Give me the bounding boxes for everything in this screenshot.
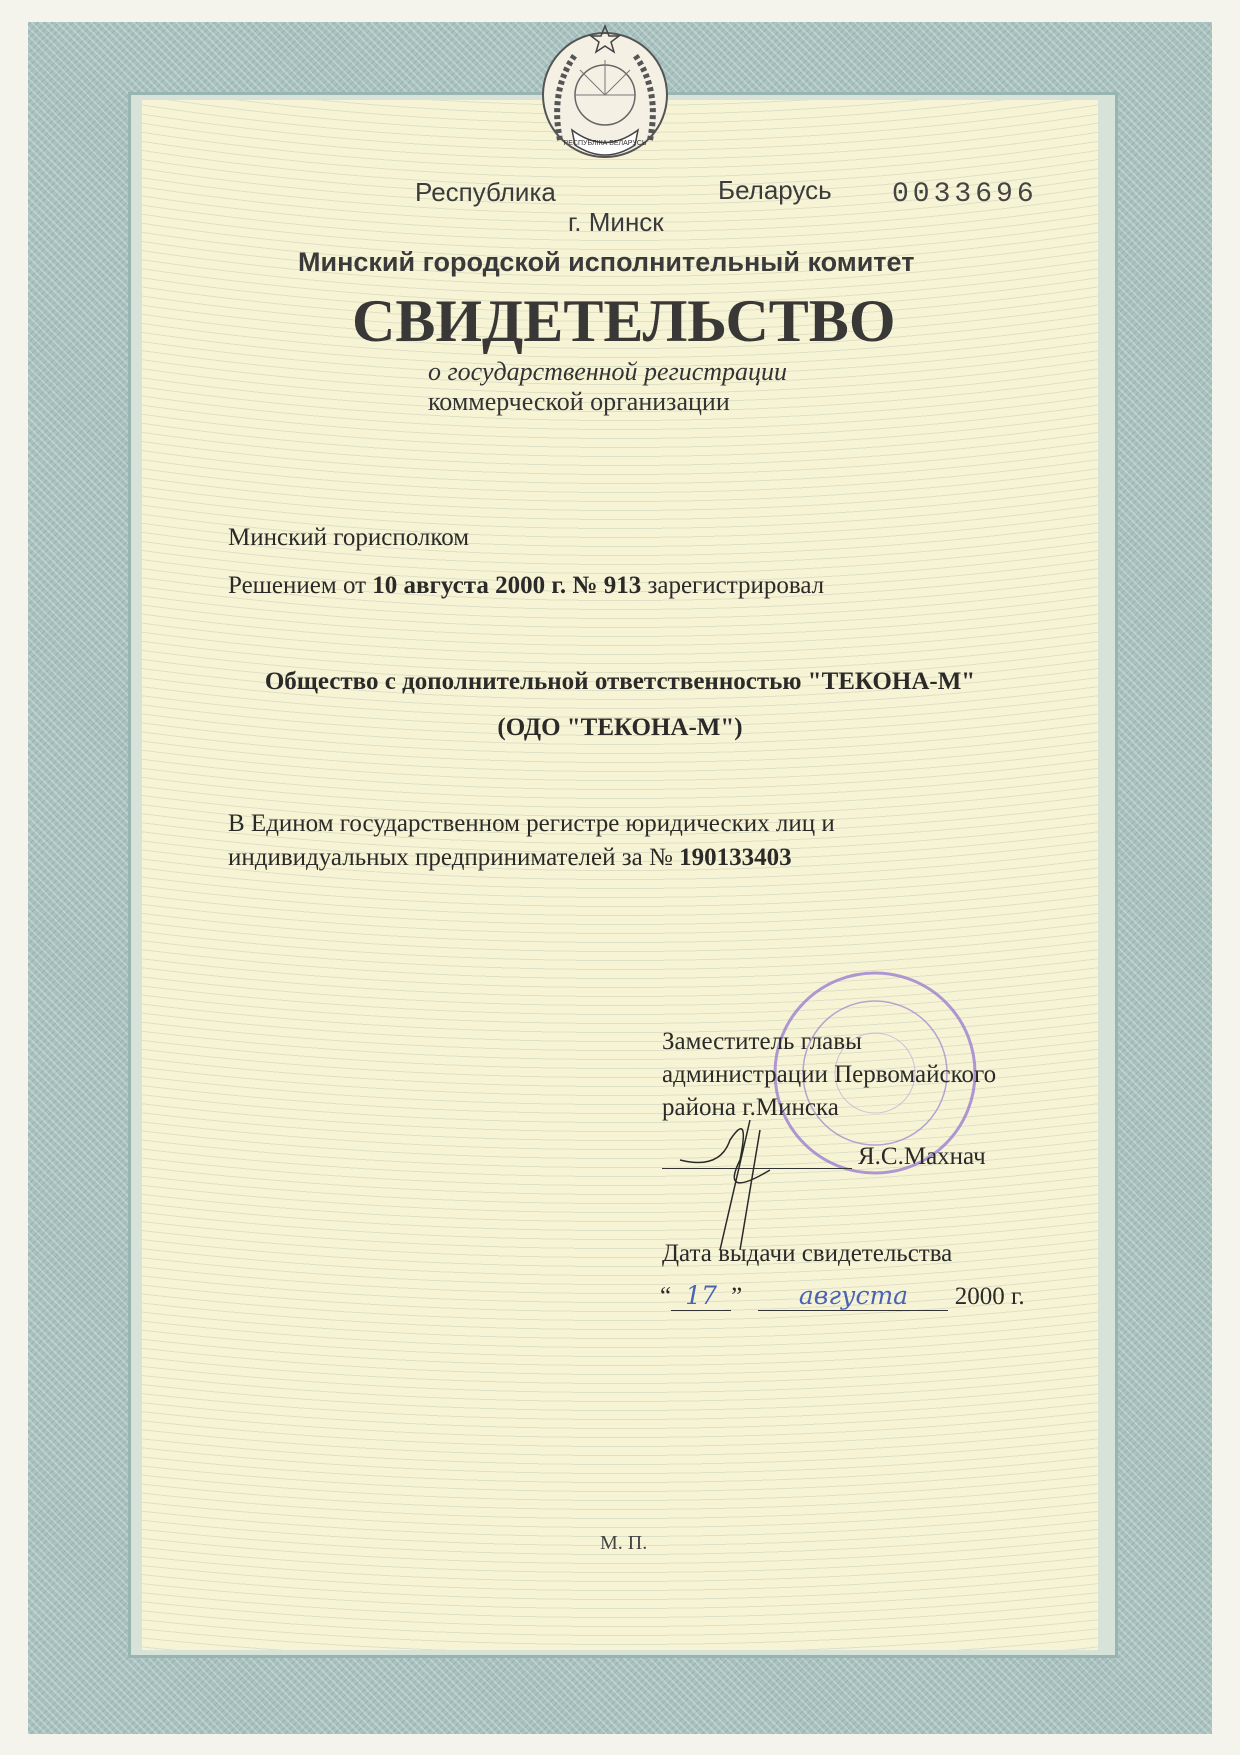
- signatory-position-2: администрации Первомайского: [662, 1061, 997, 1088]
- org-short-name: (ОДО "ТЕКОНА-М"): [497, 714, 743, 741]
- org-full-name: Общество с дополнительной ответственностью "ТЕКОНА-М": [264, 668, 976, 695]
- signatory-name: Я.С.Махнач: [858, 1143, 986, 1170]
- subtitle-italic: о государственной регистрации: [428, 357, 788, 386]
- decision-date: 10 августа 2000 г.: [372, 572, 567, 599]
- issuer: Минский горисполком: [228, 524, 470, 551]
- register-line-1: В Едином государственном регистре юридических лиц и: [228, 810, 835, 837]
- decision-line: [228, 572, 824, 600]
- decision-number: 913: [603, 572, 642, 599]
- issue-date: [660, 1282, 1025, 1311]
- handwritten-signature-icon: [660, 1110, 820, 1250]
- state-emblem-icon: [540, 20, 670, 170]
- register-line-2: [228, 844, 792, 872]
- republic-left: Республика: [415, 177, 556, 207]
- register-number: 190133403: [679, 844, 792, 871]
- signatory-position-1: Заместитель главы: [662, 1028, 862, 1055]
- issue-date-label: Дата выдачи свидетельства: [662, 1240, 953, 1267]
- republic-right: Беларусь: [718, 175, 832, 205]
- issue-year: 2000 г.: [954, 1283, 1025, 1310]
- issue-month: августа: [758, 1282, 948, 1311]
- document-title: СВИДЕТЕЛЬСТВО: [352, 288, 896, 354]
- issuing-authority: Минский городской исполнительный комитет: [298, 247, 915, 277]
- decision-prefix: Решением от: [228, 572, 367, 599]
- svg-text:РЕСПУБЛІКА БЕЛАРУСЬ: РЕСПУБЛІКА БЕЛАРУСЬ: [563, 140, 647, 147]
- seal-place: М. П.: [600, 1532, 648, 1554]
- close-quote: ”: [731, 1283, 743, 1310]
- decision-no-label: №: [572, 572, 598, 599]
- issue-day: 17: [671, 1282, 731, 1311]
- decision-suffix: зарегистрировал: [647, 572, 825, 599]
- subtitle: коммерческой организации: [428, 387, 730, 416]
- register-prefix: индивидуальных предпринимателей за №: [228, 844, 673, 871]
- signatory-position-3: района г.Минска: [662, 1094, 839, 1121]
- serial-number: 0033696: [892, 179, 1038, 210]
- city: г. Минск: [568, 207, 664, 237]
- open-quote: “: [660, 1283, 672, 1310]
